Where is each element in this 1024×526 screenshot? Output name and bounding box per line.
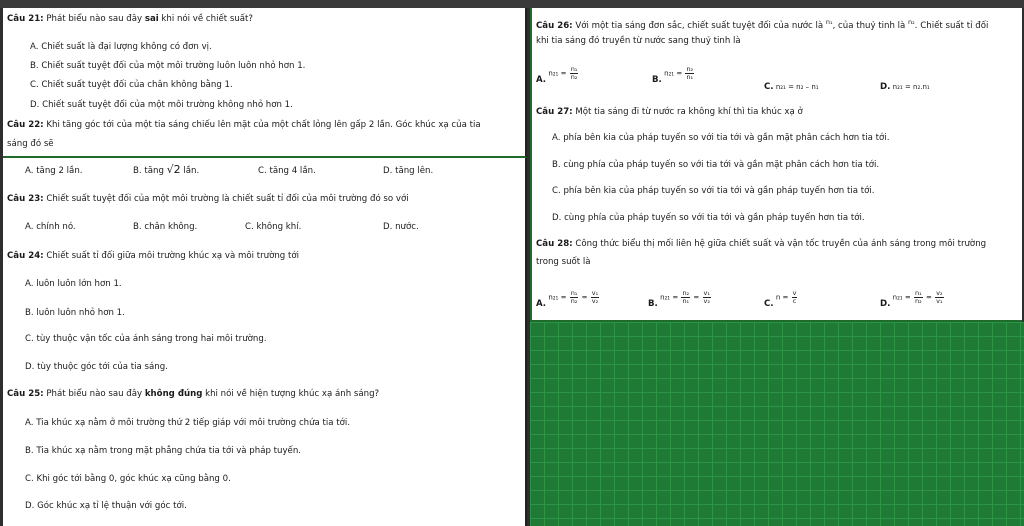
q21-text-b: khi nói về chiết suất? — [158, 14, 253, 24]
q25-text-bold: không đúng — [144, 389, 203, 399]
q28-option-d: D. n₂₁ = $\frac{\text{n₁}}{\text{n₂}}$ = $\frac{\text{v₂}}{\text{v₁}}$ — [880, 289, 943, 309]
green-grid-background — [530, 322, 1024, 526]
q28-a-lhs: n₂₁ = — [548, 293, 567, 302]
q28-a-d1: n₂ — [570, 297, 578, 305]
q22-line2: sáng đó sẽ — [7, 139, 54, 149]
q25-option-b: B. Tia khúc xạ nằm trong mặt phẳng chứa tia tới và pháp tuyến. — [25, 446, 302, 456]
q26-number: Câu 26: — [536, 20, 573, 31]
q28-b-frac2 — [703, 290, 711, 305]
q26-option-d — [880, 82, 930, 92]
q24-stem — [7, 251, 299, 262]
q26-b-frac — [685, 66, 694, 81]
q25-number: Câu 25: — [7, 389, 44, 399]
page-left-top — [3, 8, 527, 158]
q21-stem — [7, 14, 253, 25]
q23-stem — [7, 194, 409, 205]
q28-a-label: A. — [536, 298, 547, 309]
q28-d-d1: n₂ — [915, 297, 922, 305]
q28-a-frac2 — [591, 290, 599, 305]
q23-option-c: C. không khí. — [245, 222, 302, 232]
q28-b-label: B. — [648, 298, 658, 309]
q26-a-label: A. — [536, 74, 547, 85]
sqrt2: √2 — [166, 163, 181, 176]
q27-option-b: B. cùng phía của pháp tuyến so với tia tới và gần mặt phân cách hơn tia tới. — [552, 160, 880, 170]
q27-option-a: A. phía bên kia của pháp tuyến so với tia tới và gần mặt phân cách hơn tia tới. — [552, 133, 890, 143]
q26-d-formula: n₂₁ = n₂.n₁ — [892, 83, 930, 91]
q28-c-frac — [792, 290, 798, 305]
q28-c-label: C. — [764, 298, 774, 309]
q28-a-d2: v₂ — [591, 297, 599, 305]
top-bar — [0, 0, 1024, 8]
q21-text-bold: sai — [144, 14, 159, 24]
q28-stem — [536, 239, 986, 250]
q25-text-b: khi nói về hiện tượng khúc xạ ánh sáng? — [202, 389, 380, 399]
q24-text: Chiết suất tỉ đối giữa môi trường khúc xạ và môi trường tới — [46, 251, 299, 261]
q25-option-d: D. Góc khúc xạ tỉ lệ thuận với góc tới. — [25, 501, 187, 511]
q22-stem — [7, 120, 481, 131]
q26-d-label: D. — [880, 82, 891, 92]
q28-option-b: B. n₂₁ = $\frac{\text{n₂}}{\text{n₁}}$ = $\frac{\text{v₁}}{\text{v₂}}$ — [648, 289, 710, 309]
q28-a-n2: v₁ — [591, 289, 599, 297]
q27-option-c: C. phía bên kia của pháp tuyến so với tia tới và gần pháp tuyến hơn tia tới. — [552, 186, 875, 196]
q24-option-b: B. luôn luôn nhỏ hơn 1. — [25, 308, 125, 318]
q22-option-b — [133, 164, 199, 177]
q26-a-frac — [570, 66, 579, 81]
q22-option-b-pre: B. tăng — [133, 166, 167, 176]
q22-line1: Khi tăng góc tới của một tia sáng chiếu lên mặt của một chất lỏng lên gấp 2 lần. Góc khúc xạ của tia — [46, 120, 481, 130]
q21-number: Câu 21: — [7, 14, 44, 24]
page-left-bottom — [3, 158, 527, 526]
q26-b-num: n₂ — [686, 65, 694, 73]
q23-option-b: B. chân không. — [133, 222, 198, 232]
q27-stem — [536, 107, 803, 118]
q26-a-num: n₁ — [570, 65, 578, 73]
q26-stem — [536, 17, 988, 32]
q28-d-n1: n₁ — [915, 289, 922, 297]
q22-option-c: C. tăng 4 lần. — [258, 166, 316, 176]
q21-option-c: C. Chiết suất tuyệt đối của chân không bằng 1. — [30, 80, 233, 90]
q26-line1b: , của thuỷ tinh là — [832, 20, 909, 31]
q28-b-frac1 — [681, 290, 690, 305]
q24-option-c: C. tùy thuộc vận tốc của ánh sáng trong hai môi trường. — [25, 334, 267, 344]
q27-option-d: D. cùng phía của pháp tuyến so với tia tới và gần pháp tuyến hơn tia tới. — [552, 213, 865, 223]
q24-option-a: A. luôn luôn lớn hơn 1. — [25, 279, 122, 289]
q21-option-b: B. Chiết suất tuyệt đối của một môi trường luôn luôn nhỏ hơn 1. — [30, 61, 306, 71]
q24-number: Câu 24: — [7, 251, 44, 261]
q28-b-d2: v₂ — [703, 297, 710, 305]
q28-d-frac1 — [914, 290, 923, 305]
q28-line1: Công thức biểu thị mối liên hệ giữa chiết suất và vận tốc truyền của ánh sáng trong môi trường — [575, 239, 987, 249]
q26-line1a: Với một tia sáng đơn sắc, chiết suất tuyệt đối của nước là — [575, 20, 826, 31]
q22-option-a: A. tăng 2 lần. — [25, 166, 83, 176]
page-right — [530, 8, 1022, 322]
q21-option-d: D. Chiết suất tuyệt đối của một môi trường không nhỏ hơn 1. — [30, 100, 293, 110]
q28-b-n1: n₂ — [682, 289, 690, 297]
q26-line2: khi tia sáng đó truyền từ nước sang thuỷ tinh là — [536, 36, 741, 46]
q21-option-a: A. Chiết suất là đại lượng không có đơn vị. — [30, 42, 212, 52]
q23-option-d: D. nước. — [383, 222, 419, 232]
q26-a-den: n₂ — [570, 73, 578, 81]
q23-number: Câu 23: — [7, 194, 44, 204]
q28-d-lhs: n₂₁ = — [892, 293, 911, 302]
q28-b-d1: n₁ — [682, 297, 690, 305]
q22-option-b-post: lần. — [180, 166, 200, 176]
q28-b-n2: v₁ — [703, 289, 710, 297]
q25-option-a: A. Tia khúc xạ nằm ở môi trường thứ 2 tiếp giáp với môi trường chứa tia tới. — [25, 418, 351, 428]
q28-d-n2: v₂ — [936, 289, 943, 297]
q25-stem — [7, 389, 379, 400]
q28-d-frac2 — [935, 290, 943, 305]
q28-a-n1: n₁ — [570, 289, 578, 297]
q22-number: Câu 22: — [7, 120, 44, 130]
q27-number: Câu 27: — [536, 107, 573, 117]
q26-n2: n₂ — [908, 18, 915, 26]
q25-option-c: C. Khi góc tới bằng 0, góc khúc xạ cũng bằng 0. — [25, 474, 231, 484]
q24-option-d: D. tùy thuộc góc tới của tia sáng. — [25, 362, 168, 372]
q26-a-lhs: n₂₁ = — [548, 69, 567, 78]
q28-b-lhs: n₂₁ = — [660, 293, 679, 302]
q25-text-a: Phát biểu nào sau đây — [46, 389, 145, 399]
q28-c-n: v — [792, 289, 797, 297]
q26-b-den: n₁ — [686, 73, 694, 81]
q26-option-b — [652, 65, 695, 85]
q28-a-frac1 — [570, 290, 579, 305]
q28-d-label: D. — [880, 298, 891, 309]
q26-b-label: B. — [652, 74, 662, 85]
q26-line1c: . Chiết suất tỉ đối — [914, 20, 989, 31]
q28-c-d: c — [792, 297, 797, 305]
q28-option-c — [764, 289, 798, 309]
q26-b-lhs: n₂₁ = — [664, 69, 683, 78]
q28-number: Câu 28: — [536, 239, 573, 249]
q27-text: Một tia sáng đi từ nước ra không khí thì tia khúc xạ ở — [575, 107, 803, 117]
q26-c-formula: n₂₁ = n₂ – n₁ — [775, 83, 819, 91]
q26-option-a — [536, 65, 579, 85]
q23-text: Chiết suất tuyệt đối của một môi trường là chiết suất tỉ đối của môi trường đó so với — [46, 194, 409, 204]
q26-n1: n₁ — [825, 18, 833, 26]
q26-c-label: C. — [764, 82, 774, 92]
q28-d-d2: v₁ — [936, 297, 943, 305]
q28-c-lhs: n = — [775, 293, 789, 302]
q22-option-d: D. tăng lên. — [383, 166, 434, 176]
q21-text-a: Phát biểu nào sau đây — [46, 14, 145, 24]
q26-option-c — [764, 82, 819, 92]
q28-option-a: A. n₂₁ = $\frac{\text{n₁}}{\text{n₂}}$ = $\frac{\text{v₁}}{\text{v₂}}$ — [536, 289, 599, 309]
q23-option-a: A. chính nó. — [25, 222, 76, 232]
q28-line2: trong suốt là — [536, 257, 591, 267]
